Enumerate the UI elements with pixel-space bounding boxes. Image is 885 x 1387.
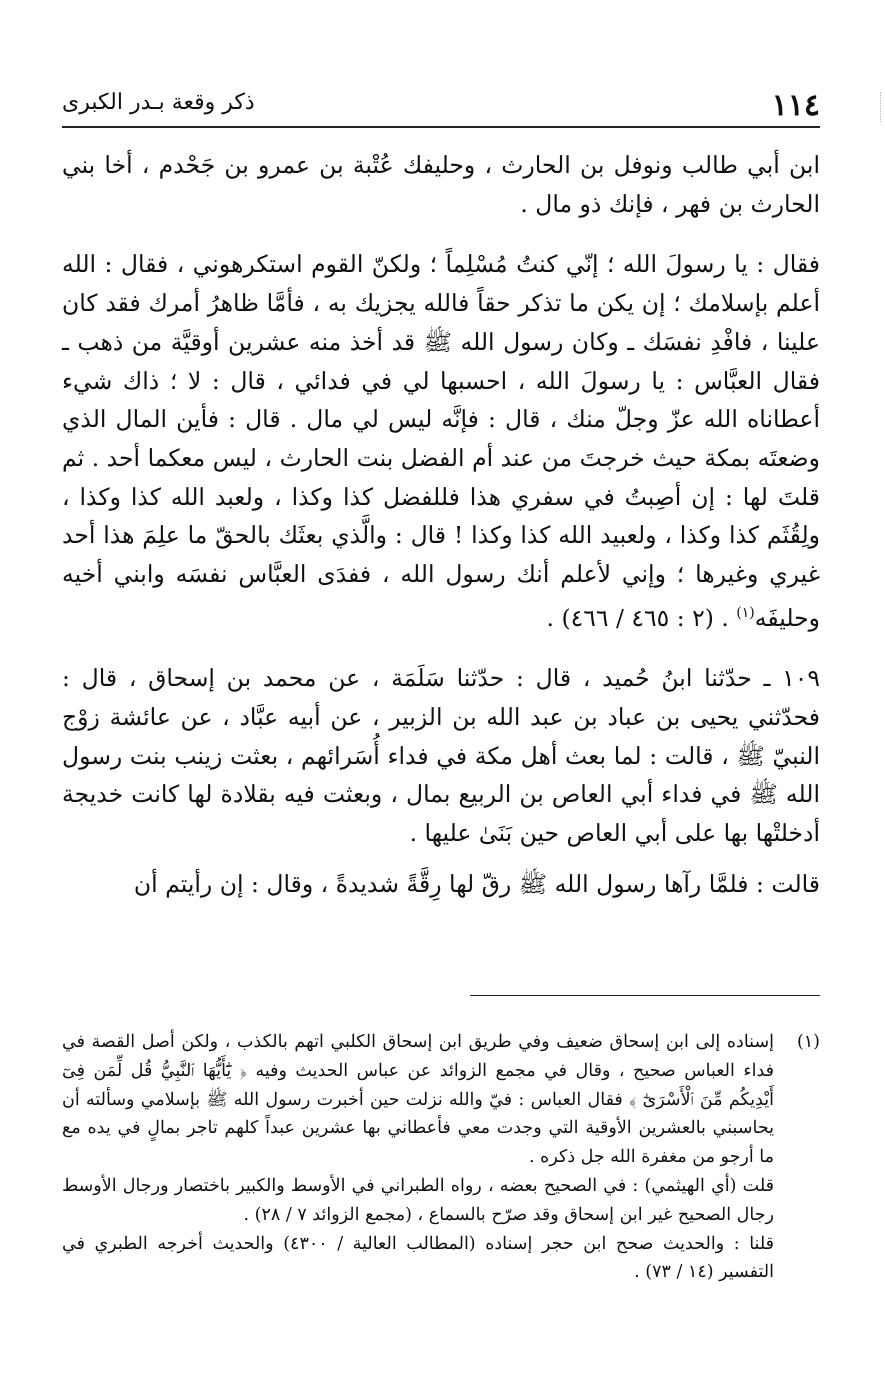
footnote-paragraph-3: قلنا : والحديث صحح ابن حجر إسناده (المطالب العالية / ٤٣٠٠) والحديث أخرجه الطبري في التفسير (١٤ / ٧٣) . bbox=[62, 1233, 774, 1283]
footnotes bbox=[62, 1028, 820, 1287]
paragraph-2-text: فقال : يا رسولَ الله ؛ إنّي كنتُ مُسْلِماً ؛ ولكنّ القوم استكرهوني ، فقال : الله أعلم بإسلامك ؛ إن يكن ما تذكر حقاً فالله يجزيك به ، فأمَّا ظاهرُ أمرك فقد كان علينا ، فافْدِ نفسَك ـ وكان رسول الله ﷺ قد أخذ منه عشرين أوقيَّة من ذهب ـ فقال العبَّاس : يا رسولَ الله ، احسبها لي في فدائي ، قال : لا ؛ ذاك شيء أعطاناه الله عزّ وجلّ منك ، قال : فإنَّه ليس لي مال . قال : فأين المال الذي وضعتَه بمكة حيث خرجتَ من عند أم الفضل بنت الحارث ، ليس معكما أحد . ثم قلتَ لها : إن أصِبتُ في سفري هذا فللفضل كذا وكذا ، ولعبد الله كذا وكذا ، ولِقُثَم كذا وكذا ، ولعبيد الله كذا وكذا ! قال : والَّذي بعثَك بالحقّ ما علِمَ هذا أحد غيري وغيرها ؛ وإني لأعلم أنك رسول الله ، ففدَى العبَّاس نفسَه وابني أخيه وحليفَه bbox=[62, 250, 820, 632]
main-text bbox=[62, 146, 820, 903]
scan-edge-mark bbox=[880, 92, 881, 122]
footnote-body bbox=[62, 1028, 774, 1287]
footnote-paragraph-2: قلت (أي الهيثمي) : في الصحيح بعضه ، رواه الطبراني في الأوسط والكبير باختصار ورجال الأوسط رجال الصحيح غير ابن إسحاق وقد صرّح بالسماع ، (مجمع الزوائد ٧ / ٢٨) . bbox=[62, 1175, 774, 1225]
running-title: ذكر وقعة بـدر الكبرى bbox=[62, 90, 255, 115]
footnote-marker: (١) bbox=[736, 604, 755, 621]
paragraph-3: ١٠٩ ـ حدّثنا ابنُ حُميد ، قال : حدّثنا سَلَمَة ، عن محمد بن إسحاق ، قال : فحدّثني يحيى بن عباد بن عبد الله بن الزبير ، عن أبيه عبَّاد ، عن عائشة زوْج النبيّ ﷺ ، قالت : لما بعث أهل مكة في فداء أُسَرائهم ، بعثت زينب بنت رسول الله ﷺ في فداء أبي العاص بن الربيع بمال ، وبعثت فيه بقلادة لها كانت خديجة أدخلتْها بها على أبي العاص حين بَنَىٰ عليها . bbox=[62, 664, 820, 848]
footnote-separator bbox=[470, 995, 820, 996]
paragraph-4: قالت : فلمَّا رآها رسول الله ﷺ رقّ لها رِقَّةً شديدةً ، وقال : إن رأيتم أن bbox=[133, 869, 820, 898]
footnote-number: (١) bbox=[796, 1032, 820, 1052]
footnote-paragraph-1: إسناده إلى ابن إسحاق ضعيف وفي طريق ابن إسحاق الكلبي اتهم بالكذب ، ولكن أصل القصة في فداء العباس صحيح ، وقال في مجمع الزوائد عن عباس الحديث وفيه ﴿ يَٰٓأَيُّهَا ٱلنَّبِيُّ قُل لِّمَن فِىٓ أَيْدِيكُم مِّنَ ٱلْأَسْرَىٰٓ ﴾ فقال العباس : فيّ والله نزلت حين أخبرت رسول الله ﷺ بإسلامي وسألته أن يحاسبني بالعشرين الأوقية التي وجدت معي فأعطاني بها عشرين عبداً كلهم تاجر بمالٍ في يده مع ما أرجو من مغفرة الله جل ذكره . bbox=[62, 1032, 774, 1168]
paragraph-1: ابن أبي طالب ونوفل بن الحارث ، وحليفك عُتْبة بن عمرو بن جَحْدم ، أخا بني الحارث بن فهر ، فإنك ذو مال . bbox=[62, 151, 820, 218]
paragraph-2 bbox=[62, 245, 820, 637]
paragraph-2-reference: . (٢ : ٤٦٥ / ٤٦٦) . bbox=[546, 603, 737, 632]
page-number: ١١٤ bbox=[771, 88, 820, 123]
footnote-1 bbox=[62, 1028, 820, 1287]
header-rule bbox=[62, 126, 820, 128]
page-header bbox=[62, 88, 820, 126]
